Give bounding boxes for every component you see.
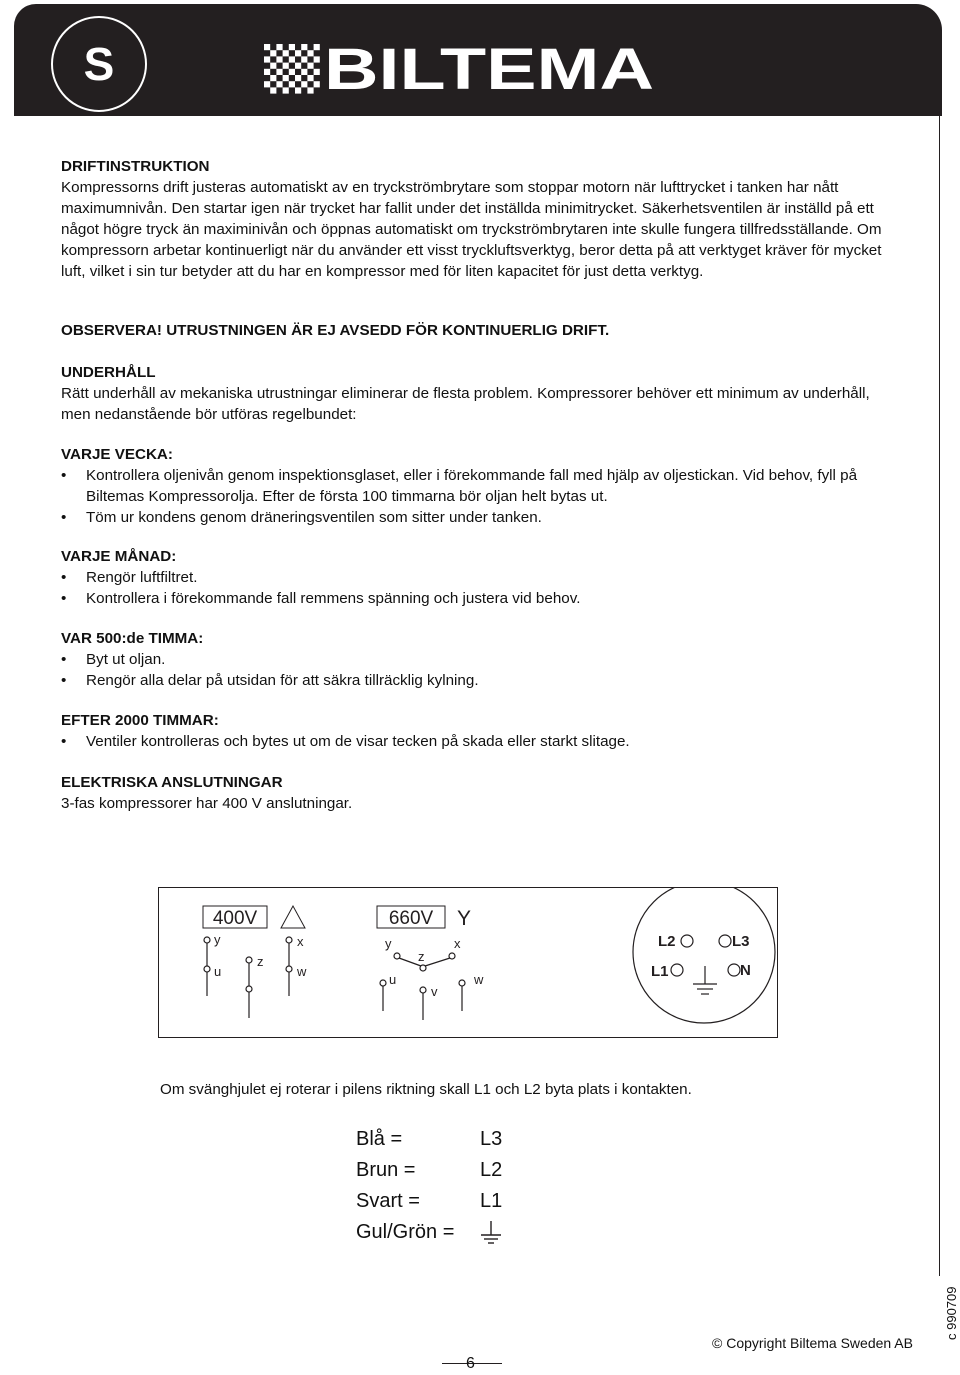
section-maintenance <box>61 362 901 425</box>
star-voltage-label: 660V <box>388 908 434 929</box>
text-maintenance: Rätt underhåll av mekaniska utrustningar eliminerar de flesta problem. Kompressorer behöver ett minimum av underhåll, men nedanstående bör utföras regelbundet: <box>61 385 870 423</box>
delta-triangle-icon <box>281 906 305 928</box>
wire-color-row: Svart = L1 <box>356 1190 503 1212</box>
heading-monthly: VARJE MÅNAD: <box>61 548 177 565</box>
svg-text:z: z <box>257 954 264 969</box>
wire-color-row: Blå = L3 <box>356 1128 503 1150</box>
page-edge-rule <box>939 116 940 1276</box>
section-weekly <box>61 444 901 528</box>
heading-500h: VAR 500:de TIMMA: <box>61 630 204 647</box>
heading-electrical: ELEKTRISKA ANSLUTNINGAR <box>61 774 283 791</box>
svg-text:N: N <box>740 962 751 979</box>
list-item: • Töm ur kondens genom dräneringsventilen som sitter under tanken. <box>61 507 901 528</box>
warning-heading: OBSERVERA! UTRUSTNINGEN ÄR EJ AVSEDD FÖR KONTINUERLIG DRIFT. <box>61 322 610 339</box>
heading-maintenance: UNDERHÅLL <box>61 364 156 381</box>
svg-text:u: u <box>389 972 397 987</box>
socket-diagram <box>633 888 775 1023</box>
svg-text:x: x <box>454 936 461 951</box>
star-symbol: Y <box>457 907 472 930</box>
svg-text:y: y <box>385 936 392 951</box>
delta-voltage-label: 400V <box>212 908 258 929</box>
wire-color-row: Brun = L2 <box>356 1159 503 1181</box>
list-item: • Rengör luftfiltret. <box>61 567 901 588</box>
list-item: • Rengör alla delar på utsidan för att säkra tillräcklig kylning. <box>61 670 901 691</box>
section-2000h <box>61 710 901 752</box>
heading-drift: DRIFTINSTRUKTION <box>61 158 210 175</box>
svg-text:v: v <box>431 984 438 999</box>
checkered-flag-icon <box>264 44 320 94</box>
heading-2000h: EFTER 2000 TIMMAR: <box>61 712 219 729</box>
section-500h <box>61 628 901 691</box>
svg-text:L1: L1 <box>651 963 669 980</box>
section-drift <box>61 156 901 282</box>
brand-wordmark: BILTEMA <box>324 44 654 94</box>
text-electrical: 3-fas kompressorer har 400 V anslutningar. <box>61 795 353 812</box>
copyright-text: © Copyright Biltema Sweden AB <box>712 1335 913 1351</box>
svg-text:z: z <box>418 949 425 964</box>
delta-connection <box>203 906 307 1018</box>
list-item: • Byt ut oljan. <box>61 649 901 670</box>
document-code: c 990709 <box>944 1286 959 1340</box>
rotation-note: Om svänghjulet ej roterar i pilens riktning skall L1 och L2 byta plats i kontakten. <box>160 1081 692 1098</box>
star-connection <box>377 906 484 1020</box>
svg-text:u: u <box>214 964 222 979</box>
text-drift: Kompressorns drift justeras automatiskt av en tryckströmbrytare som stoppar motorn när lufttrycket i tanken har nått maximumnivån. Den startar igen när trycket har fallit under det inställda minimitrycket. Säkerhetsventilen är inställd på ett något högre tryck än maximinivån och öppnas automatiskt om tryckströmbrytaren inte skulle fungera tillfredsställande. Om kompressorn arbetar kontinuerligt när du använder ett visst tryckluftsverktyg, beror detta på att verktyget kräver för mycket luft, vilket i sin tur betyder att du har en kompressor med för liten kapacitet för just detta verktyg. <box>61 179 882 280</box>
section-electrical <box>61 772 901 814</box>
svg-text:w: w <box>474 972 484 987</box>
svg-text:L3: L3 <box>732 933 750 950</box>
svg-text:L2: L2 <box>658 933 676 950</box>
ground-icon <box>693 966 717 994</box>
biltema-logo <box>262 44 657 94</box>
ground-icon <box>480 1219 502 1247</box>
wire-color-table <box>356 1124 502 1248</box>
svg-text:x: x <box>297 934 304 949</box>
svg-text:y: y <box>214 932 221 947</box>
page-number: 6 <box>466 1355 475 1372</box>
heading-weekly: VARJE VECKA: <box>61 446 173 463</box>
list-item: • Kontrollera i förekommande fall remmens spänning och justera vid behov. <box>61 588 901 609</box>
wiring-diagram <box>158 887 778 1038</box>
wire-color-row: Gul/Grön = <box>356 1217 502 1248</box>
list-item: • Kontrollera oljenivån genom inspektionsglaset, eller i förekommande fall med hjälp av oljestickan. Vid behov, fyll på Biltemas Kompressorolja. Efter de första 100 timmarna bör oljan helt bytas ut. <box>61 465 901 507</box>
language-badge: S <box>51 16 147 112</box>
warning-text <box>61 320 901 341</box>
svg-text:w: w <box>297 964 307 979</box>
section-monthly <box>61 546 901 609</box>
list-item: • Ventiler kontrolleras och bytes ut om de visar tecken på skada eller starkt slitage. <box>61 731 901 752</box>
